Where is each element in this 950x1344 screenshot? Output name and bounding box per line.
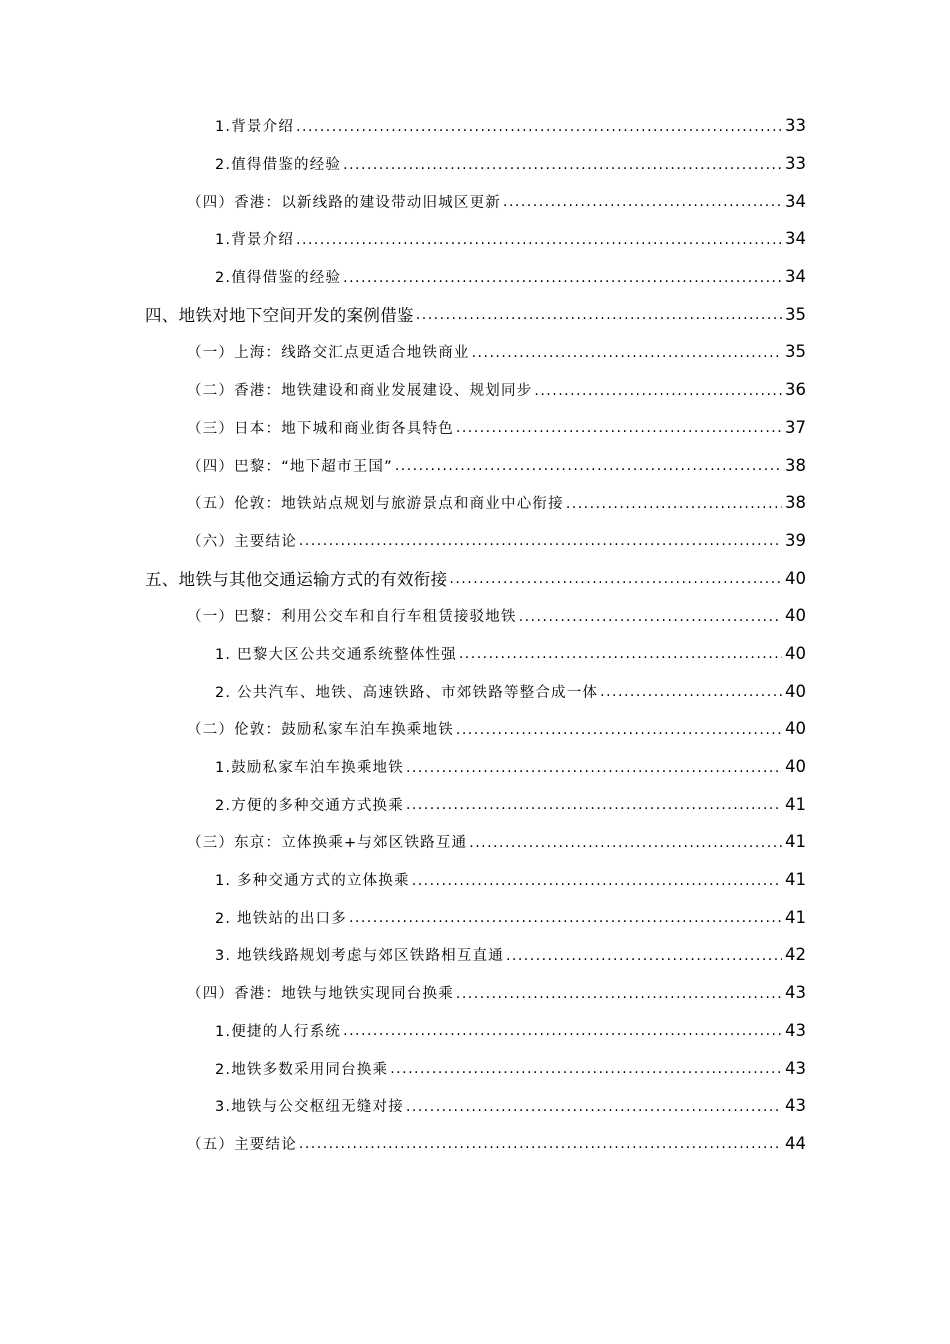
toc-entry[interactable]: [0, 635, 950, 673]
toc-entry-title: 1.便捷的人行系统: [215, 1023, 342, 1040]
table-of-contents: [0, 107, 950, 1162]
toc-entry-title: 五、地铁与其他交通运输方式的有效衔接: [145, 570, 448, 590]
toc-entry[interactable]: [0, 823, 950, 861]
dot-leader: [349, 910, 782, 926]
dot-leader: [534, 383, 782, 399]
toc-entry-page: 40: [785, 757, 806, 777]
toc-entry[interactable]: [0, 333, 950, 371]
toc-entry-page: 41: [785, 794, 806, 814]
toc-entry-title: （四）香港：地铁与地铁实现同台换乘: [187, 986, 454, 1003]
toc-entry[interactable]: [0, 710, 950, 748]
toc-entry-page: 40: [785, 719, 806, 739]
toc-entry-page: 33: [785, 154, 806, 174]
toc-entry-title: （三）日本：地下城和商业街各具特色: [187, 420, 454, 437]
toc-entry-page: 44: [785, 1133, 806, 1153]
toc-entry[interactable]: [0, 748, 950, 786]
toc-entry-title: 1.背景介绍: [215, 119, 295, 136]
toc-entry-title: （四）香港：以新线路的建设带动旧城区更新: [187, 194, 501, 211]
dot-leader: [299, 533, 782, 549]
toc-entry-title: （五）伦敦：地铁站点规划与旅游景点和商业中心衔接: [187, 496, 564, 513]
toc-entry[interactable]: [0, 672, 950, 710]
dot-leader: [343, 157, 782, 173]
toc-entry-title: （四）巴黎：“地下超市王国”: [187, 458, 393, 475]
toc-entry-page: 34: [785, 191, 806, 211]
toc-entry-title: （一）上海：线路交汇点更适合地铁商业: [187, 345, 470, 362]
toc-entry-page: 40: [785, 681, 806, 701]
dot-leader: [406, 760, 782, 776]
toc-entry[interactable]: [0, 1125, 950, 1163]
toc-entry[interactable]: [0, 484, 950, 522]
toc-entry-title: 2.方便的多种交通方式换乘: [215, 797, 404, 814]
toc-entry[interactable]: [0, 145, 950, 183]
dot-leader: [299, 1136, 782, 1152]
dot-leader: [449, 571, 782, 587]
toc-entry[interactable]: [0, 785, 950, 823]
toc-entry[interactable]: [0, 1087, 950, 1125]
dot-leader: [416, 307, 782, 323]
toc-entry-page: 43: [785, 1058, 806, 1078]
dot-leader: [600, 684, 782, 700]
dot-leader: [343, 1023, 782, 1039]
toc-entry-title: 2.值得借鉴的经验: [215, 270, 342, 287]
toc-entry[interactable]: [0, 258, 950, 296]
toc-entry-page: 40: [785, 606, 806, 626]
toc-entry-title: （一）巴黎：利用公交车和自行车租赁接驳地铁: [187, 609, 517, 626]
toc-entry-title: 四、地铁对地下空间开发的案例借鉴: [145, 306, 414, 326]
toc-entry[interactable]: [0, 597, 950, 635]
dot-leader: [456, 420, 782, 436]
dot-leader: [395, 458, 782, 474]
dot-leader: [296, 232, 782, 248]
toc-entry[interactable]: [0, 1012, 950, 1050]
dot-leader: [406, 1099, 782, 1115]
toc-entry-page: 40: [785, 643, 806, 663]
toc-entry[interactable]: [0, 371, 950, 409]
toc-entry-page: 34: [785, 229, 806, 249]
dot-leader: [343, 270, 782, 286]
toc-entry-page: 39: [785, 530, 806, 550]
toc-entry[interactable]: [0, 898, 950, 936]
dot-leader: [503, 194, 782, 210]
toc-entry-page: 33: [785, 116, 806, 136]
toc-entry-title: （二）伦敦：鼓励私家车泊车换乘地铁: [187, 722, 454, 739]
toc-entry[interactable]: [0, 107, 950, 145]
toc-entry-page: 35: [785, 304, 806, 324]
dot-leader: [456, 722, 782, 738]
dot-leader: [472, 345, 782, 361]
toc-entry[interactable]: [0, 861, 950, 899]
toc-entry-title: （二）香港：地铁建设和商业发展建设、规划同步: [187, 383, 533, 400]
toc-entry-page: 41: [785, 870, 806, 890]
dot-leader: [296, 119, 782, 135]
toc-entry-title: 1.鼓励私家车泊车换乘地铁: [215, 760, 404, 777]
dot-leader: [519, 609, 782, 625]
toc-entry-page: 41: [785, 832, 806, 852]
toc-entry[interactable]: [0, 220, 950, 258]
dot-leader: [566, 496, 782, 512]
toc-entry[interactable]: [0, 522, 950, 560]
dot-leader: [412, 873, 782, 889]
toc-entry-title: 2. 地铁站的出口多: [215, 910, 347, 927]
toc-entry[interactable]: [0, 559, 950, 597]
toc-entry-page: 37: [785, 417, 806, 437]
toc-entry[interactable]: [0, 182, 950, 220]
toc-entry[interactable]: [0, 936, 950, 974]
toc-entry-page: 43: [785, 1096, 806, 1116]
dot-leader: [456, 986, 782, 1002]
toc-entry-page: 41: [785, 907, 806, 927]
toc-entry-page: 35: [785, 342, 806, 362]
dot-leader: [469, 835, 782, 851]
toc-entry-title: 2.值得借鉴的经验: [215, 157, 342, 174]
toc-entry-title: 2. 公共汽车、地铁、高速铁路、市郊铁路等整合成一体: [215, 684, 599, 701]
toc-entry-title: 2.地铁多数采用同台换乘: [215, 1061, 389, 1078]
toc-entry-title: （三）东京：立体换乘+与郊区铁路互通: [187, 835, 468, 852]
toc-entry-page: 42: [785, 945, 806, 965]
toc-entry-page: 40: [785, 568, 806, 588]
dot-leader: [459, 646, 782, 662]
toc-entry-title: 1. 多种交通方式的立体换乘: [215, 873, 410, 890]
toc-entry[interactable]: [0, 974, 950, 1012]
dot-leader: [506, 948, 782, 964]
toc-entry[interactable]: [0, 1049, 950, 1087]
toc-entry-title: 1.背景介绍: [215, 232, 295, 249]
dot-leader: [390, 1061, 782, 1077]
toc-entry-page: 38: [785, 455, 806, 475]
toc-entry-page: 36: [785, 380, 806, 400]
toc-entry-page: 38: [785, 493, 806, 513]
toc-entry[interactable]: [0, 295, 950, 333]
toc-entry[interactable]: [0, 446, 950, 484]
toc-entry[interactable]: [0, 409, 950, 447]
toc-entry-title: 3.地铁与公交枢纽无缝对接: [215, 1099, 404, 1116]
toc-entry-page: 43: [785, 1020, 806, 1040]
toc-entry-page: 43: [785, 983, 806, 1003]
toc-entry-title: 3. 地铁线路规划考虑与郊区铁路相互直通: [215, 948, 504, 965]
toc-entry-title: 1. 巴黎大区公共交通系统整体性强: [215, 646, 457, 663]
toc-entry-page: 34: [785, 267, 806, 287]
dot-leader: [406, 797, 782, 813]
toc-entry-title: （六）主要结论: [187, 533, 297, 550]
toc-entry-title: （五）主要结论: [187, 1136, 297, 1153]
